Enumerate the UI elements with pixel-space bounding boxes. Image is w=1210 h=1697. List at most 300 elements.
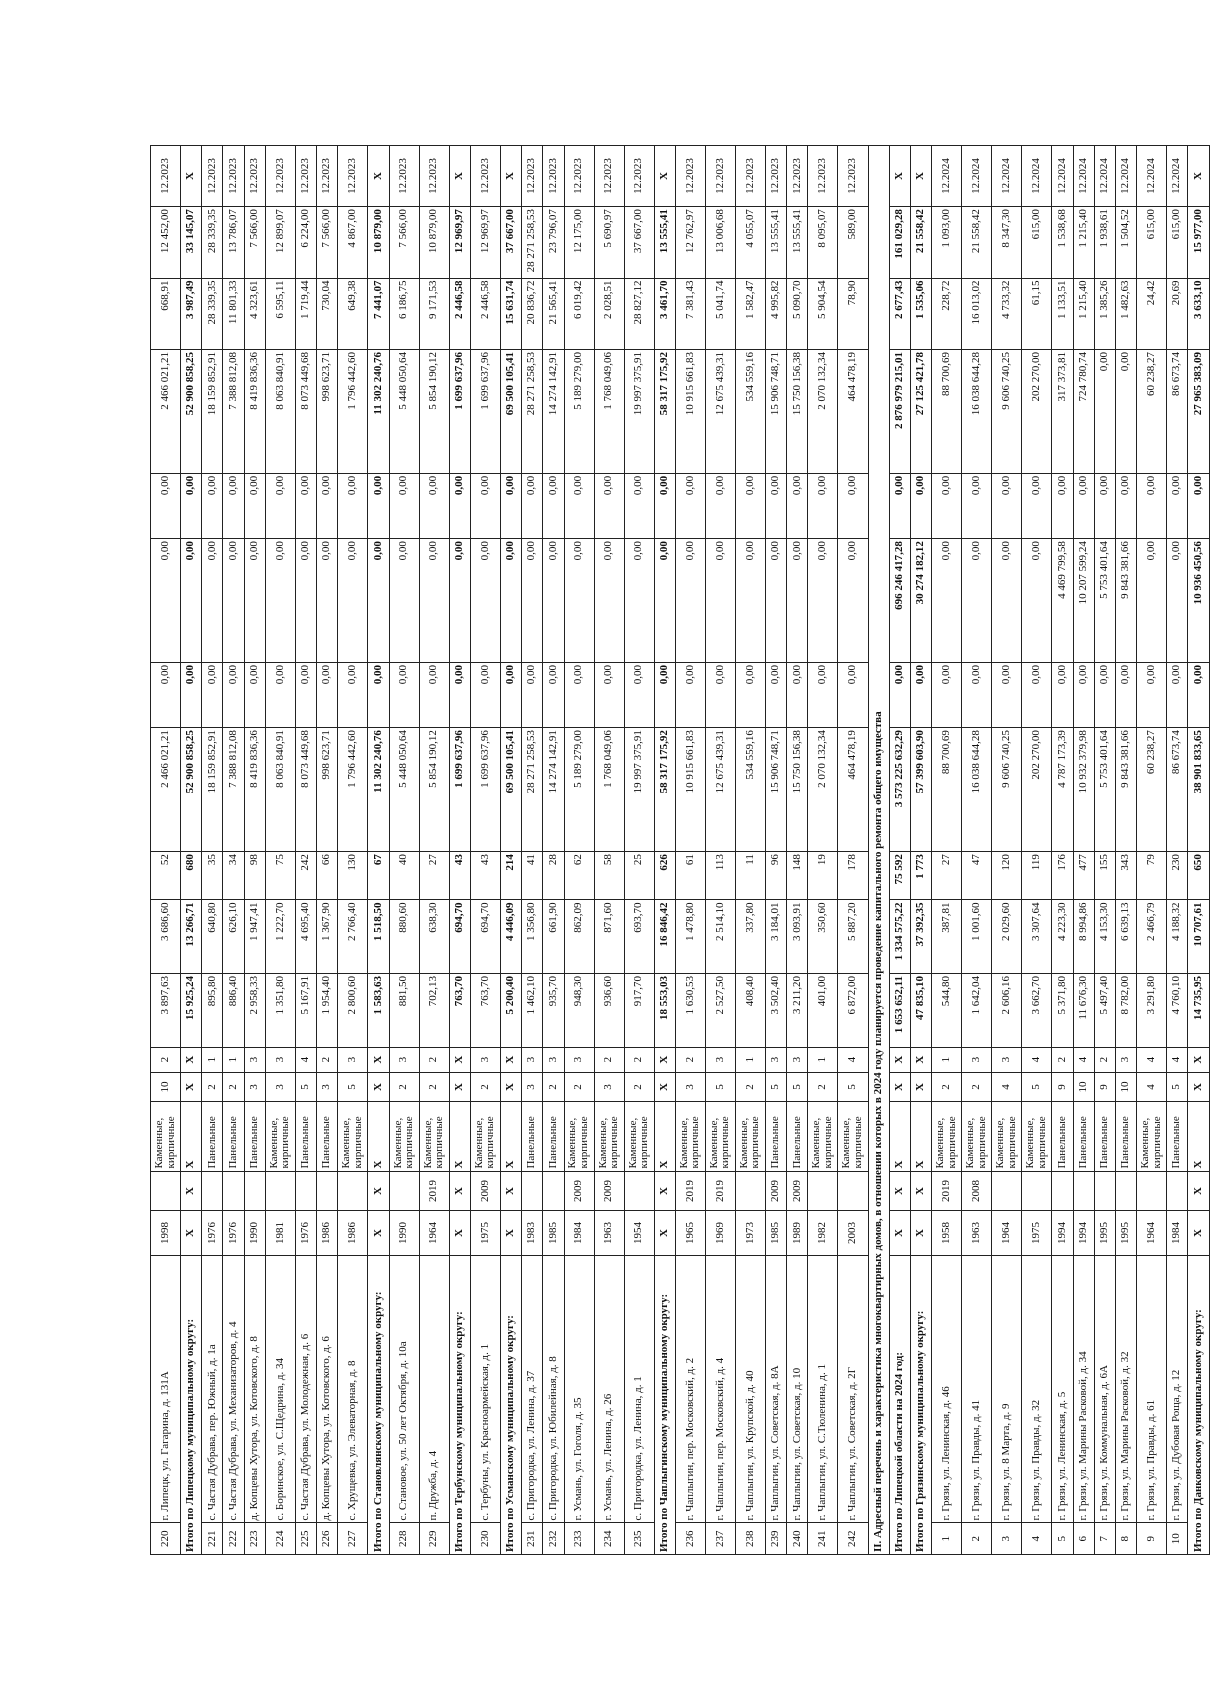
wall-material-cell: Каменные, кирпичные (338, 1102, 368, 1171)
total-row (500, 146, 521, 1555)
value-cell: 464 478,19 (838, 349, 868, 473)
table-cell: 2 (962, 1072, 992, 1101)
value-cell: 0,00 (449, 663, 470, 728)
value-cell: 0,00 (389, 663, 419, 728)
value-cell: 0,00 (675, 473, 705, 538)
value-cell: 3 307,64 (1022, 900, 1052, 974)
value-cell: 10 915 661,83 (675, 349, 705, 473)
table-cell: 1976 (223, 1211, 244, 1255)
table-cell: 1990 (244, 1211, 265, 1255)
row-number-cell: 221 (202, 1523, 223, 1555)
wall-material-cell: Х (449, 1102, 470, 1171)
value-cell: 5 189 279,00 (564, 728, 594, 852)
value-cell: 4 787 173,39 (1052, 728, 1073, 852)
value-cell: 0,00 (838, 473, 868, 538)
value-cell: 16 038 644,28 (962, 349, 992, 473)
table-cell: 1 (808, 1047, 838, 1072)
value-cell: 2 606,16 (992, 974, 1022, 1048)
table-cell: Х (368, 1171, 389, 1211)
table-cell: 9 (1094, 1072, 1115, 1101)
value-cell: 0,00 (223, 539, 244, 663)
table-cell (265, 1171, 295, 1211)
table-cell: 1963 (594, 1211, 624, 1255)
value-cell: 5 854 190,12 (419, 349, 449, 473)
value-cell: 66 (317, 852, 338, 900)
table-cell: 1 (223, 1047, 244, 1072)
value-cell: 10 207 599,24 (1073, 539, 1094, 663)
value-cell: 1 538,68 (1052, 207, 1073, 278)
row-number-cell: 236 (675, 1523, 705, 1555)
value-cell: 24,42 (1137, 278, 1167, 349)
table-cell: 3 (543, 1047, 564, 1072)
value-cell: 13 555,41 (654, 207, 675, 278)
table-row (317, 146, 338, 1555)
table-cell: Х (368, 146, 389, 207)
table-cell: 12.2023 (338, 146, 368, 207)
section-header: II. Адресный перечень и характеристика многоквартирных домов, в отношении которых в 2024 году планируется проведение капитального ремонта общего имущества (868, 146, 889, 1555)
value-cell: 0,00 (389, 473, 419, 538)
table-row (389, 146, 419, 1555)
value-cell: 1 699 637,96 (449, 349, 470, 473)
table-row (594, 146, 624, 1555)
address-cell: г. Липецк, ул. Гагарина, д. 131А (151, 1255, 181, 1523)
value-cell: 724 780,74 (1073, 349, 1094, 473)
value-cell: 871,60 (594, 900, 624, 974)
value-cell: 58 317 175,92 (654, 349, 675, 473)
value-cell: 0,00 (787, 473, 808, 538)
table-cell: 1998 (151, 1211, 181, 1255)
value-cell: 6 224,00 (295, 207, 316, 278)
value-cell: 10 879,00 (419, 207, 449, 278)
table-cell: 2 (808, 1072, 838, 1101)
address-cell: г. Грязи, ул. Дубовая Роща, д. 12 (1167, 1255, 1188, 1523)
value-cell: 730,04 (317, 278, 338, 349)
value-cell: 43 (449, 852, 470, 900)
wall-material-cell: Х (181, 1102, 202, 1171)
table-row (265, 146, 295, 1555)
value-cell: 11 676,30 (1073, 974, 1094, 1048)
value-cell: 0,00 (543, 473, 564, 538)
row-number-cell: 224 (265, 1523, 295, 1555)
table-cell: 2 (675, 1047, 705, 1072)
value-cell: 1 653 652,11 (889, 974, 910, 1048)
value-cell: 0,00 (338, 663, 368, 728)
value-cell: 1 796 442,60 (338, 349, 368, 473)
table-cell: 1 (735, 1047, 765, 1072)
value-cell: 0,00 (543, 663, 564, 728)
total-label: Итого по Липецкому муниципальному округу: (181, 1255, 202, 1554)
table-cell: 1981 (265, 1211, 295, 1255)
row-number-cell: 229 (419, 1523, 449, 1555)
wall-material-cell: Х (889, 1102, 910, 1171)
wall-material-cell: Х (1188, 1102, 1210, 1171)
value-cell: 27 125 421,78 (910, 349, 931, 473)
value-cell: 161 029,28 (889, 207, 910, 278)
value-cell: 649,38 (338, 278, 368, 349)
table-cell: Х (500, 146, 521, 207)
table-cell: 1965 (675, 1211, 705, 1255)
table-row (705, 146, 735, 1555)
value-cell: 2 800,60 (338, 974, 368, 1048)
value-cell: 0,00 (808, 473, 838, 538)
table-cell: 1954 (624, 1211, 654, 1255)
value-cell: 0,00 (889, 663, 910, 728)
value-cell: 0,00 (787, 663, 808, 728)
value-cell: 0,00 (932, 473, 962, 538)
value-cell: 0,00 (1094, 473, 1115, 538)
value-cell: 8 782,00 (1115, 974, 1136, 1048)
table-cell: 10 (1115, 1072, 1136, 1101)
table-cell: 2 (470, 1072, 500, 1101)
value-cell: 0,00 (419, 539, 449, 663)
value-cell: 2 446,58 (470, 278, 500, 349)
table-cell: Х (654, 146, 675, 207)
table-cell: 2 (735, 1072, 765, 1101)
value-cell: 0,00 (654, 663, 675, 728)
value-cell: 350,60 (808, 900, 838, 974)
address-cell: г. Грязи, ул. Ленинская, д. 5 (1052, 1255, 1073, 1523)
value-cell: 317 373,81 (1052, 349, 1073, 473)
value-cell: 337,80 (735, 900, 765, 974)
value-cell: 0,00 (244, 539, 265, 663)
address-cell: г. Грязи, ул. 8 Марта, д. 9 (992, 1255, 1022, 1523)
table-cell (624, 1171, 654, 1211)
table-row (244, 146, 265, 1555)
value-cell: 176 (1052, 852, 1073, 900)
table-cell: 12.2023 (564, 146, 594, 207)
value-cell: 5 448 050,64 (389, 728, 419, 852)
value-cell: 998 623,71 (317, 349, 338, 473)
value-cell: 3 291,80 (1137, 974, 1167, 1048)
wall-material-cell: Панельные (1073, 1102, 1094, 1171)
value-cell: 16 846,42 (654, 900, 675, 974)
table-row (932, 146, 962, 1555)
value-cell: 0,00 (265, 663, 295, 728)
table-cell: 9 (1052, 1072, 1073, 1101)
row-number-cell: 1 (932, 1523, 962, 1555)
value-cell: 3 987,49 (181, 278, 202, 349)
value-cell: 0,00 (338, 539, 368, 663)
table-cell: 4 (1022, 1047, 1052, 1072)
value-cell: 5 904,54 (808, 278, 838, 349)
table-cell (992, 1171, 1022, 1211)
value-cell: 1 699 637,96 (470, 349, 500, 473)
value-cell: 14 274 142,91 (543, 349, 564, 473)
table-row (543, 146, 564, 1555)
table-cell (838, 1171, 868, 1211)
value-cell: 35 (202, 852, 223, 900)
value-cell: 615,00 (1137, 207, 1167, 278)
value-cell: 86 673,74 (1167, 349, 1188, 473)
value-cell: 2 466 021,21 (151, 349, 181, 473)
table-cell: 5 (787, 1072, 808, 1101)
table-cell: 3 (522, 1072, 543, 1101)
value-cell: 696 246 417,28 (889, 539, 910, 663)
value-cell: 0,00 (705, 539, 735, 663)
value-cell: 0,00 (500, 663, 521, 728)
value-cell: 0,00 (624, 539, 654, 663)
value-cell: 13 786,07 (223, 207, 244, 278)
table-cell: Х (654, 1047, 675, 1072)
value-cell: 19 997 375,91 (624, 728, 654, 852)
value-cell: 638,30 (419, 900, 449, 974)
table-cell: Х (889, 1072, 910, 1101)
value-cell: 60 238,27 (1137, 728, 1167, 852)
value-cell: 10 707,61 (1188, 900, 1210, 974)
value-cell: 650 (1188, 852, 1210, 900)
value-cell: 21 565,41 (543, 278, 564, 349)
value-cell: 98 (244, 852, 265, 900)
row-number-cell: 235 (624, 1523, 654, 1555)
value-cell: 9 843 381,66 (1115, 539, 1136, 663)
value-cell: 0,00 (1073, 663, 1094, 728)
table-cell: 1963 (962, 1211, 992, 1255)
value-cell: 88 700,69 (932, 728, 962, 852)
wall-material-cell: Панельные (1167, 1102, 1188, 1171)
table-cell: Х (500, 1047, 521, 1072)
table-cell: 1984 (1167, 1211, 1188, 1255)
value-cell: 0,00 (1022, 539, 1052, 663)
value-cell: 14 274 142,91 (543, 728, 564, 852)
value-cell: 33 145,07 (181, 207, 202, 278)
value-cell: 2 514,10 (705, 900, 735, 974)
value-cell: 626 (654, 852, 675, 900)
table-cell (244, 1171, 265, 1211)
value-cell: 58 317 175,92 (654, 728, 675, 852)
total-label: Итого по Чаплыгинскому муниципальному округу: (654, 1255, 675, 1554)
table-cell: 12.2024 (1073, 146, 1094, 207)
table-cell (223, 1171, 244, 1211)
value-cell: 7 566,00 (389, 207, 419, 278)
address-cell: г. Грязи, ул. Марины Расковой, д. 32 (1115, 1255, 1136, 1523)
value-cell: 862,09 (564, 900, 594, 974)
wall-material-cell: Х (500, 1102, 521, 1171)
value-cell: 2 028,51 (594, 278, 624, 349)
address-cell: г. Грязи, ул. Правды, д. 41 (962, 1255, 992, 1523)
table-cell: 3 (317, 1072, 338, 1101)
table-cell: Х (449, 1171, 470, 1211)
value-cell: 16 013,02 (962, 278, 992, 349)
value-cell: 763,70 (449, 974, 470, 1048)
table-cell: 3 (787, 1047, 808, 1072)
wall-material-cell: Х (368, 1102, 389, 1171)
value-cell: 886,40 (223, 974, 244, 1048)
value-cell: 10 936 450,56 (1188, 539, 1210, 663)
table-row (675, 146, 705, 1555)
value-cell: 0,00 (1137, 473, 1167, 538)
value-cell: 8 994,86 (1073, 900, 1094, 974)
value-cell: 4 446,09 (500, 900, 521, 974)
value-cell: 96 (766, 852, 787, 900)
value-cell: 0,00 (962, 663, 992, 728)
table-cell: 12.2023 (389, 146, 419, 207)
value-cell: 0,00 (317, 539, 338, 663)
table-cell: 1975 (1022, 1211, 1052, 1255)
table-cell: Х (910, 146, 931, 207)
value-cell: 0,00 (910, 473, 931, 538)
value-cell: 27 (932, 852, 962, 900)
value-cell: 5 497,40 (1094, 974, 1115, 1048)
value-cell: 1 947,41 (244, 900, 265, 974)
value-cell: 21 558,42 (910, 207, 931, 278)
table-cell: 4 (1167, 1047, 1188, 1072)
wall-material-cell: Панельные (787, 1102, 808, 1171)
table-cell: 1964 (419, 1211, 449, 1255)
value-cell: 0,00 (705, 663, 735, 728)
value-cell: 4 760,10 (1167, 974, 1188, 1048)
table-cell (808, 1171, 838, 1211)
value-cell: 0,00 (338, 473, 368, 538)
table-cell: 4 (295, 1047, 316, 1072)
table-cell: 2019 (419, 1171, 449, 1211)
value-cell: 13 555,41 (766, 207, 787, 278)
row-number-cell: 226 (317, 1523, 338, 1555)
table-cell (202, 1171, 223, 1211)
value-cell: 34 (223, 852, 244, 900)
wall-material-cell: Панельные (766, 1102, 787, 1171)
table-cell: 1 (932, 1047, 962, 1072)
row-number-cell: 7 (1094, 1523, 1115, 1555)
table-cell: 2 (624, 1047, 654, 1072)
table-row (962, 146, 992, 1555)
table-cell: 12.2023 (675, 146, 705, 207)
address-cell: г. Усмань, ул. Гоголя, д. 35 (564, 1255, 594, 1523)
table-cell: 12.2024 (1137, 146, 1167, 207)
value-cell: 0,00 (500, 473, 521, 538)
value-cell: 917,70 (624, 974, 654, 1048)
value-cell: 0,00 (419, 473, 449, 538)
value-cell: 15 631,74 (500, 278, 521, 349)
value-cell: 8 419 836,36 (244, 728, 265, 852)
table-cell: 12.2024 (962, 146, 992, 207)
value-cell: 14 735,95 (1188, 974, 1210, 1048)
value-cell: 1 699 637,96 (470, 728, 500, 852)
value-cell: 0,00 (449, 539, 470, 663)
table-cell: 2 (1094, 1047, 1115, 1072)
table-cell (389, 1171, 419, 1211)
table-cell: 3 (564, 1047, 594, 1072)
address-cell: с. Пригородка, ул. Ленина, д. 37 (522, 1255, 543, 1523)
value-cell: 1 773 (910, 852, 931, 900)
value-cell: 12 899,07 (265, 207, 295, 278)
value-cell: 0,00 (317, 663, 338, 728)
table-cell: Х (910, 1072, 931, 1101)
value-cell: 948,30 (564, 974, 594, 1048)
table-cell: Х (1188, 1171, 1210, 1211)
value-cell: 37 667,00 (500, 207, 521, 278)
table-cell (151, 1171, 181, 1211)
value-cell: 0,00 (202, 663, 223, 728)
table-cell: 5 (838, 1072, 868, 1101)
row-number-cell: 239 (766, 1523, 787, 1555)
table-row (223, 146, 244, 1555)
value-cell: 148 (787, 852, 808, 900)
table-cell: 10 (151, 1072, 181, 1101)
address-cell: г. Грязи, ул. Марины Расковой, д. 34 (1073, 1255, 1094, 1523)
value-cell: 477 (1073, 852, 1094, 900)
value-cell: 5 371,80 (1052, 974, 1073, 1048)
address-cell: с. Тербуны, ул. Красноармейская, д. 1 (470, 1255, 500, 1523)
table-row (202, 146, 223, 1555)
wall-material-cell: Панельные (223, 1102, 244, 1171)
value-cell: 6 595,11 (265, 278, 295, 349)
table-cell: 2 (389, 1072, 419, 1101)
table-cell (1022, 1171, 1052, 1211)
address-cell: с. Частая Дубрава, ул. Механизаторов, д. 4 (223, 1255, 244, 1523)
value-cell: 4 695,40 (295, 900, 316, 974)
value-cell: 28 271 258,53 (522, 349, 543, 473)
value-cell: 23 796,07 (543, 207, 564, 278)
value-cell: 0,00 (705, 473, 735, 538)
table-cell: 1986 (338, 1211, 368, 1255)
table-cell: 12.2023 (244, 146, 265, 207)
row-number-cell: 227 (338, 1523, 368, 1555)
value-cell: 47 835,10 (910, 974, 931, 1048)
value-cell: 1 796 442,60 (338, 728, 368, 852)
value-cell: 0,00 (181, 539, 202, 663)
value-cell: 640,80 (202, 900, 223, 974)
table-cell: 1994 (1073, 1211, 1094, 1255)
value-cell: 4 153,30 (1094, 900, 1115, 974)
value-cell: 28 339,35 (202, 278, 223, 349)
value-cell: 41 (522, 852, 543, 900)
table-cell: 12.2023 (705, 146, 735, 207)
table-cell: 12.2024 (1167, 146, 1188, 207)
value-cell: 8 063 840,91 (265, 349, 295, 473)
address-cell: с. Хрущевка, ул. Элеваторная, д. 8 (338, 1255, 368, 1523)
value-cell: 1 642,04 (962, 974, 992, 1048)
value-cell: 37 667,00 (624, 207, 654, 278)
value-cell: 3 184,01 (766, 900, 787, 974)
value-cell: 401,00 (808, 974, 838, 1048)
value-cell: 615,00 (1167, 207, 1188, 278)
row-number-cell: 223 (244, 1523, 265, 1555)
value-cell: 0,00 (1115, 473, 1136, 538)
value-cell: 113 (705, 852, 735, 900)
value-cell: 20 836,72 (522, 278, 543, 349)
address-cell: д. Копцевы Хутора, ул. Котовского, д. 8 (244, 1255, 265, 1523)
value-cell: 0,00 (1022, 473, 1052, 538)
table-row (766, 146, 787, 1555)
value-cell: 43 (470, 852, 500, 900)
total-label: Итого по Липецкой области на 2024 год: (889, 1255, 910, 1554)
row-number-cell: 10 (1167, 1523, 1188, 1555)
value-cell: 18 159 852,91 (202, 349, 223, 473)
table-cell: 12.2023 (470, 146, 500, 207)
value-cell: 28 (543, 852, 564, 900)
value-cell: 0,00 (202, 473, 223, 538)
value-cell: 0,00 (675, 539, 705, 663)
value-cell: 880,60 (389, 900, 419, 974)
value-cell: 214 (500, 852, 521, 900)
value-cell: 0,00 (1052, 663, 1073, 728)
table-cell: 2 (624, 1072, 654, 1101)
table-row (151, 146, 181, 1555)
table-cell: Х (1188, 146, 1210, 207)
address-cell: г. Чаплыгин, ул. Крупской, д. 40 (735, 1255, 765, 1523)
value-cell: 37 392,35 (910, 900, 931, 974)
address-cell: г. Чаплыгин, ул. Советская, д. 2Г (838, 1255, 868, 1523)
value-cell: 11 302 240,76 (368, 349, 389, 473)
value-cell: 1 215,40 (1073, 278, 1094, 349)
value-cell: 15 906 748,71 (766, 728, 787, 852)
value-cell: 1 222,70 (265, 900, 295, 974)
value-cell: 19 997 375,91 (624, 349, 654, 473)
row-number-cell: 225 (295, 1523, 316, 1555)
table-row (1137, 146, 1167, 1555)
row-number-cell: 242 (838, 1523, 868, 1555)
wall-material-cell: Панельные (1094, 1102, 1115, 1171)
